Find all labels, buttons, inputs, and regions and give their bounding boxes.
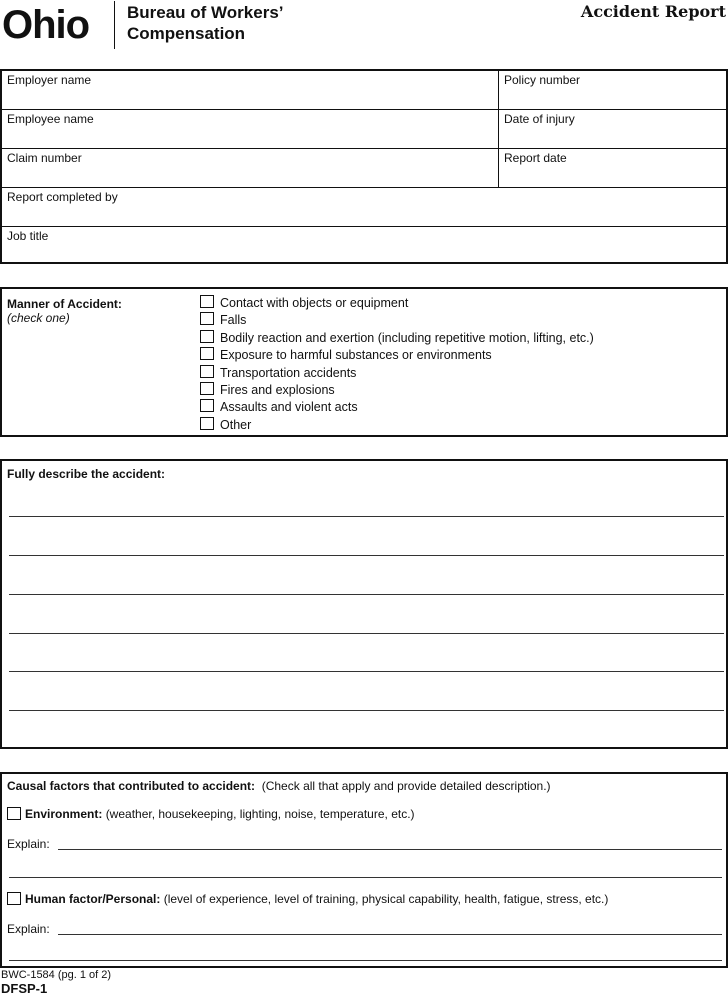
environment-explain-line[interactable] [58, 849, 722, 850]
causal-factors-section [0, 772, 728, 968]
policy-number-label: Policy number [504, 73, 581, 87]
checkbox[interactable] [200, 382, 214, 395]
factor-environment-name: Environment: [25, 807, 103, 821]
human-explain-line[interactable] [58, 934, 722, 935]
job-title-field[interactable] [2, 227, 726, 262]
checkbox[interactable] [200, 312, 214, 325]
writing-line[interactable] [9, 877, 722, 878]
causal-factors-heading [7, 779, 551, 793]
describe-accident-section [0, 459, 728, 749]
manner-option-label: Contact with objects or equipment [220, 296, 409, 310]
report-completed-by-label: Report completed by [7, 190, 118, 204]
document-title: Accident Report [580, 2, 726, 21]
checkbox[interactable] [200, 347, 214, 360]
logo-divider [114, 1, 115, 49]
manner-option-label: Falls [220, 313, 247, 328]
writing-line[interactable] [9, 710, 724, 711]
employee-name-field[interactable] [2, 110, 498, 148]
page-header [0, 0, 728, 60]
manner-option-label: Assaults and violent acts [220, 400, 358, 415]
writing-line[interactable] [9, 960, 722, 961]
report-completed-by-field[interactable] [2, 188, 726, 226]
factor-human-name: Human factor/Personal: [25, 892, 161, 906]
report-date-label: Report date [504, 151, 567, 165]
row-employer [2, 71, 726, 110]
factor-environment[interactable] [7, 807, 415, 821]
writing-line[interactable] [9, 516, 724, 517]
date-of-injury-field[interactable] [498, 110, 726, 148]
writing-line[interactable] [9, 633, 724, 634]
manner-of-accident-label: Manner of Accident: [7, 297, 122, 311]
claim-number-label: Claim number [7, 151, 82, 165]
agency-name-line2: Compensation [127, 24, 246, 43]
manner-of-accident-hint: (check one) [7, 311, 70, 325]
manner-option-label: Exposure to harmful substances or environments [220, 348, 492, 363]
causal-factors-instruction: (Check all that apply and provide detailed description.) [261, 779, 551, 793]
date-of-injury-label: Date of injury [504, 112, 575, 126]
factor-human-detail: (level of experience, level of training, physical capability, health, fatigue, stress, etc.) [163, 892, 609, 906]
environment-explain-label: Explain: [7, 837, 50, 851]
factor-human[interactable] [7, 892, 608, 906]
ohio-logo: Ohio [2, 3, 90, 47]
agency-name-line1: Bureau of Workers’ [127, 3, 284, 22]
manner-option-label: Other [220, 417, 252, 432]
checkbox[interactable] [7, 892, 21, 905]
writing-line[interactable] [9, 555, 724, 556]
row-report-completed-by [2, 188, 726, 227]
manner-of-accident-section [0, 287, 728, 437]
form-code: BWC-1584 (pg. 1 of 2) [1, 969, 112, 981]
claim-number-field[interactable] [2, 149, 498, 187]
employer-name-field[interactable] [2, 71, 498, 109]
causal-factors-title: Causal factors that contributed to accident: [7, 779, 256, 793]
employer-name-label: Employer name [7, 73, 92, 87]
manner-option-label: Bodily reaction and exertion (including repetitive motion, lifting, etc.) [220, 330, 594, 345]
human-explain-label: Explain: [7, 922, 50, 936]
checkbox[interactable] [200, 295, 214, 308]
manner-option-label: Fires and explosions [220, 382, 335, 397]
manner-option-label: Transportation accidents [220, 365, 357, 380]
writing-line[interactable] [9, 671, 724, 672]
describe-accident-label: Fully describe the accident: [7, 467, 166, 481]
writing-line[interactable] [9, 594, 724, 595]
row-claim [2, 149, 726, 188]
form-id: DFSP-1 [1, 981, 48, 994]
job-title-label: Job title [7, 229, 49, 243]
employee-name-label: Employee name [7, 112, 94, 126]
checkbox[interactable] [200, 365, 214, 378]
checkbox[interactable] [7, 807, 21, 820]
checkbox[interactable] [200, 330, 214, 343]
factor-environment-detail: (weather, housekeeping, lighting, noise, temperature, etc.) [105, 807, 415, 821]
report-date-field[interactable] [498, 149, 726, 187]
policy-number-field[interactable] [498, 71, 726, 109]
checkbox[interactable] [200, 399, 214, 412]
identification-section [0, 69, 728, 264]
row-employee [2, 110, 726, 149]
agency-name [127, 2, 284, 44]
checkbox[interactable] [200, 417, 214, 430]
row-job-title [2, 227, 726, 262]
